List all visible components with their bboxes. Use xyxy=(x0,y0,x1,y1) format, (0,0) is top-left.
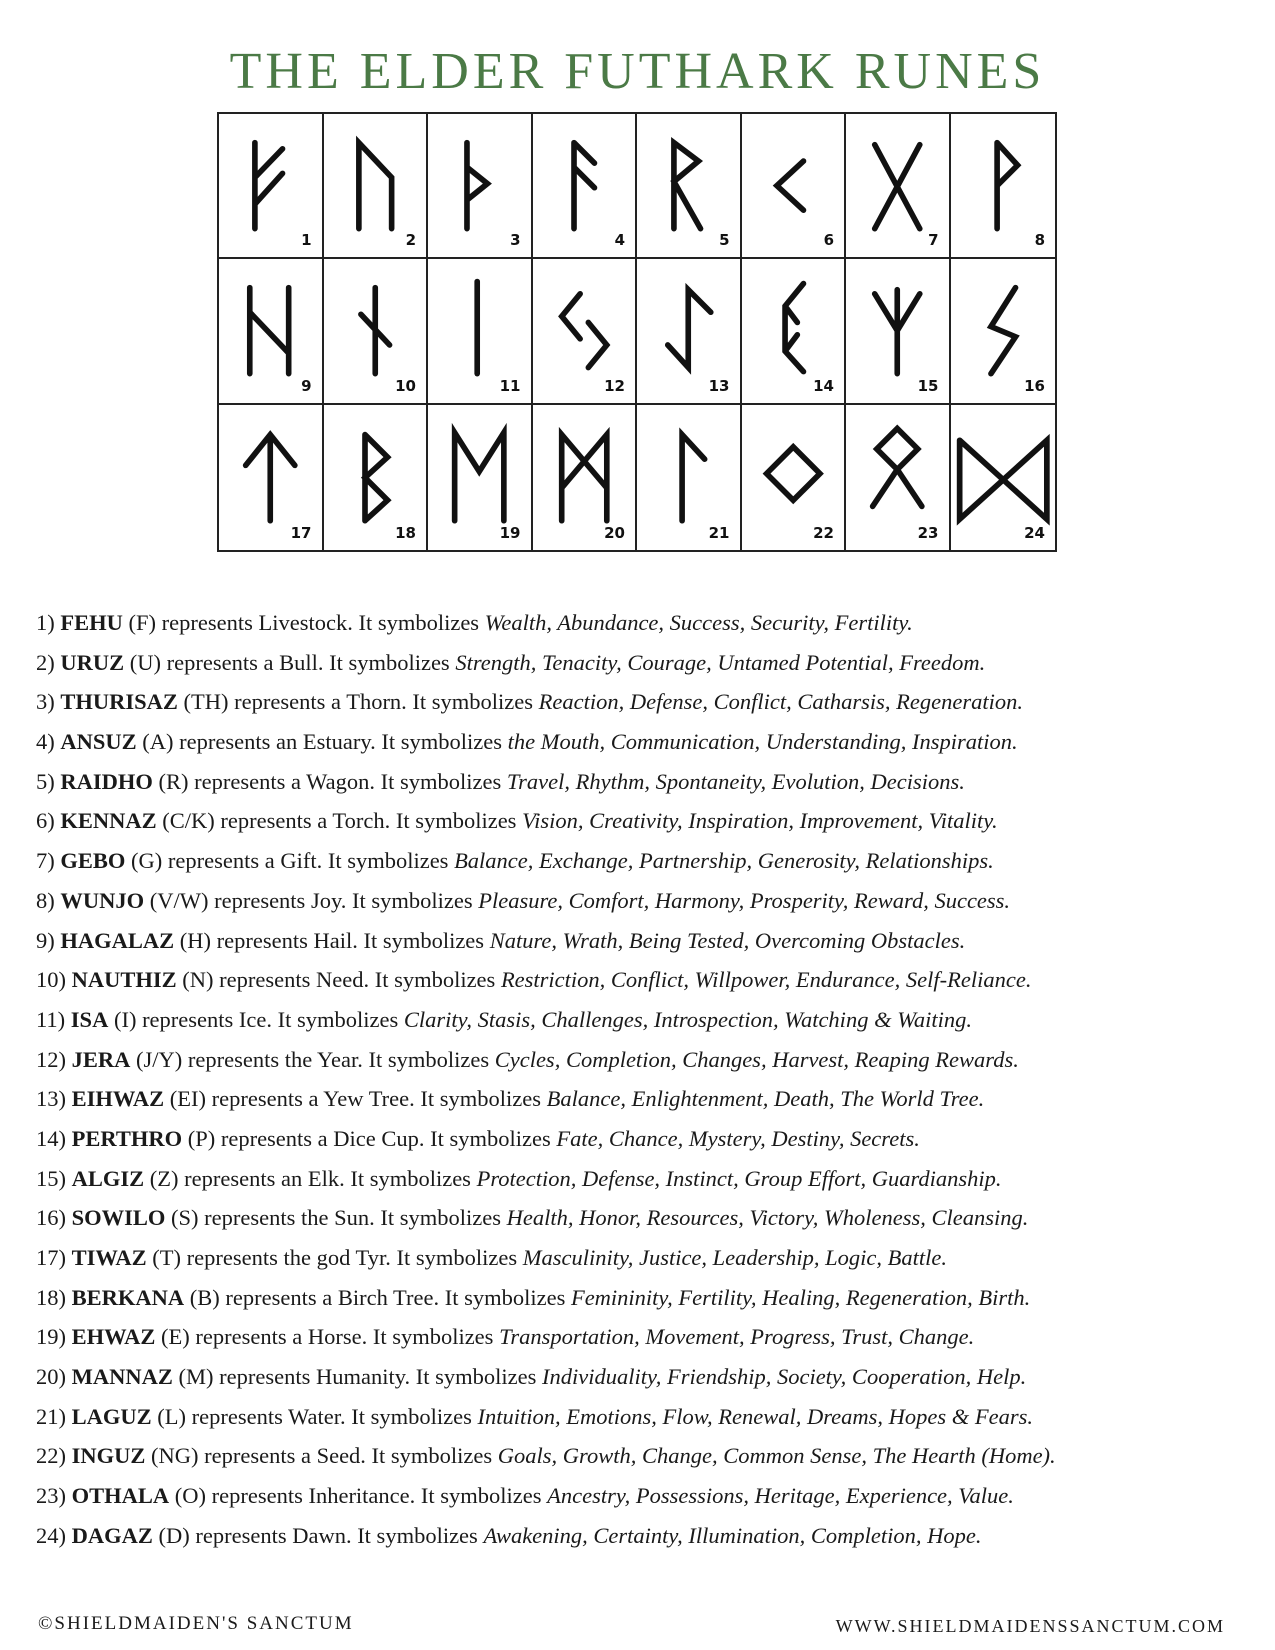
list-item-fehu: 1) FEHU (F) represents Livestock. It symbolizes Wealth, Abundance, Success, Security, Fertility. xyxy=(36,610,913,635)
rune-cell-sowilo xyxy=(951,259,1056,404)
list-item-ansuz: 4) ANSUZ (A) represents an Estuary. It symbolizes the Mouth, Communication, Understanding, Inspiration. xyxy=(36,729,1018,755)
list-item-berkana: 18) BERKANA (B) represents a Birch Tree. It symbolizes Femininity, Fertility, Healing, Regeneration, Birth. xyxy=(36,1284,1031,1310)
rune-number: 7 xyxy=(928,231,939,250)
list-item-laguz: 21) LAGUZ (L) represents Water. It symbolizes Intuition, Emotions, Flow, Renewal, Dreams, Hopes & Fears. xyxy=(36,1403,1034,1429)
rune-cell-tiwaz xyxy=(219,405,324,550)
rune-cell-isa xyxy=(428,259,533,404)
rune-cell-othala xyxy=(846,405,951,550)
rune-number: 4 xyxy=(614,231,625,250)
rune-cell-perthro xyxy=(742,259,847,404)
rune-cell-inguz xyxy=(742,405,847,550)
list-item-uruz: 2) URUZ (U) represents a Bull. It symbolizes Strength, Tenacity, Courage, Untamed Potential, Freedom. xyxy=(36,649,986,675)
rune-chart xyxy=(217,112,1057,552)
rune-number: 18 xyxy=(395,523,416,542)
rune-meanings-list xyxy=(36,608,1256,1561)
page-title: THE ELDER FUTHARK RUNES xyxy=(229,43,1046,100)
rune-cell-dagaz xyxy=(951,405,1056,550)
list-item-algiz: 15) ALGIZ (Z) represents an Elk. It symbolizes Protection, Defense, Instinct, Group Effort, Guardianship. xyxy=(36,1165,1002,1191)
list-item-wunjo: 8) WUNJO (V/W) represents Joy. It symbolizes Pleasure, Comfort, Harmony, Prosperity, Reward, Success. xyxy=(36,887,1011,913)
rune-cell-uruz xyxy=(324,114,429,259)
list-item-othala: 23) OTHALA (O) represents Inheritance. It symbolizes Ancestry, Possessions, Heritage, Experience, Value. xyxy=(36,1483,1014,1509)
rune-cell-raidho xyxy=(637,114,742,259)
list-item-jera: 12) JERA (J/Y) represents the Year. It symbolizes Cycles, Completion, Changes, Harvest, Reaping Rewards. xyxy=(36,1046,1019,1072)
list-item-raidho: 5) RAIDHO (R) represents a Wagon. It symbolizes Travel, Rhythm, Spontaneity, Evolution, Decisions. xyxy=(36,768,965,794)
rune-cell-mannaz xyxy=(533,405,638,550)
copyright-notice: ©SHIELDMAIDEN'S SANCTUM xyxy=(38,1613,354,1634)
rune-number: 6 xyxy=(823,231,834,250)
website-link[interactable]: WWW.SHIELDMAIDENSSANCTUM.COM xyxy=(835,1616,1225,1636)
list-item-sowilo: 16) SOWILO (S) represents the Sun. It symbolizes Health, Honor, Resources, Victory, Wholeness, Cleansing. xyxy=(36,1205,1029,1231)
rune-cell-wunjo xyxy=(951,114,1056,259)
rune-cell-jera xyxy=(533,259,638,404)
rune-number: 1 xyxy=(301,231,312,250)
rune-cell-ehwaz xyxy=(428,405,533,550)
rune-cell-algiz xyxy=(846,259,951,404)
rune-number: 13 xyxy=(708,376,730,395)
rune-number: 16 xyxy=(1024,376,1045,395)
list-item-tiwaz: 17) TIWAZ (T) represents the god Tyr. It symbolizes Masculinity, Justice, Leadership, Logic, Battle. xyxy=(36,1245,948,1270)
rune-number: 11 xyxy=(499,376,521,395)
list-item-nauthiz: 10) NAUTHIZ (N) represents Need. It symbolizes Restriction, Conflict, Willpower, Endurance, Self-Reliance. xyxy=(36,967,1032,993)
list-item-inguz: 22) INGUZ (NG) represents a Seed. It symbolizes Goals, Growth, Change, Common Sense, The Hearth (Home). xyxy=(36,1443,1056,1469)
rune-cell-berkana xyxy=(324,405,429,550)
rune-cell-hagalaz xyxy=(219,259,324,404)
rune-number: 15 xyxy=(917,376,939,395)
rune-cell-nauthiz xyxy=(324,259,429,404)
rune-number: 12 xyxy=(604,376,625,395)
list-item-hagalaz: 9) HAGALAZ (H) represents Hail. It symbolizes Nature, Wrath, Being Tested, Overcoming Obstacles. xyxy=(36,927,966,953)
list-item-gebo: 7) GEBO (G) represents a Gift. It symbolizes Balance, Exchange, Partnership, Generosity, Relationships. xyxy=(36,848,994,874)
rune-number: 24 xyxy=(1024,523,1045,542)
list-item-thurisaz: 3) THURISAZ (TH) represents a Thorn. It symbolizes Reaction, Defense, Conflict, Catharsis, Regeneration. xyxy=(36,689,1023,715)
list-item-isa: 11) ISA (I) represents Ice. It symbolizes Clarity, Stasis, Challenges, Introspection, Watching & Waiting. xyxy=(36,1006,972,1032)
list-item-dagaz: 24) DAGAZ (D) represents Dawn. It symbolizes Awakening, Certainty, Illumination, Completion, Hope. xyxy=(36,1522,982,1548)
rune-number: 9 xyxy=(301,376,312,395)
rune-number: 17 xyxy=(290,523,312,542)
rune-number: 8 xyxy=(1034,231,1045,250)
list-item-ehwaz: 19) EHWAZ (E) represents a Horse. It symbolizes Transportation, Movement, Progress, Trust, Change. xyxy=(36,1324,975,1350)
rune-cell-ansuz xyxy=(533,114,638,259)
rune-number: 14 xyxy=(813,376,834,395)
rune-number: 3 xyxy=(510,231,521,250)
list-item-kennaz: 6) KENNAZ (C/K) represents a Torch. It symbolizes Vision, Creativity, Inspiration, Improvement, Vitality. xyxy=(36,808,998,834)
list-item-perthro: 14) PERTHRO (P) represents a Dice Cup. It symbolizes Fate, Chance, Mystery, Destiny, Secrets. xyxy=(36,1125,920,1151)
rune-number: 23 xyxy=(917,523,939,542)
list-item-eihwaz: 13) EIHWAZ (EI) represents a Yew Tree. It symbolizes Balance, Enlightenment, Death, The World Tree. xyxy=(36,1086,985,1112)
rune-cell-eihwaz xyxy=(637,259,742,404)
rune-cell-kennaz xyxy=(742,114,847,259)
rune-number: 10 xyxy=(395,376,416,395)
rune-number: 19 xyxy=(499,523,521,542)
rune-cell-gebo xyxy=(846,114,951,259)
rune-cell-laguz xyxy=(637,405,742,550)
rune-cell-fehu xyxy=(219,114,324,259)
rune-number: 5 xyxy=(719,231,730,250)
rune-cell-thurisaz xyxy=(428,114,533,259)
rune-number: 20 xyxy=(604,523,625,542)
rune-number: 2 xyxy=(405,231,416,250)
rune-number: 21 xyxy=(708,523,730,542)
rune-number: 22 xyxy=(813,523,834,542)
list-item-mannaz: 20) MANNAZ (M) represents Humanity. It symbolizes Individuality, Friendship, Society, Cooperation, Help. xyxy=(36,1364,1027,1390)
